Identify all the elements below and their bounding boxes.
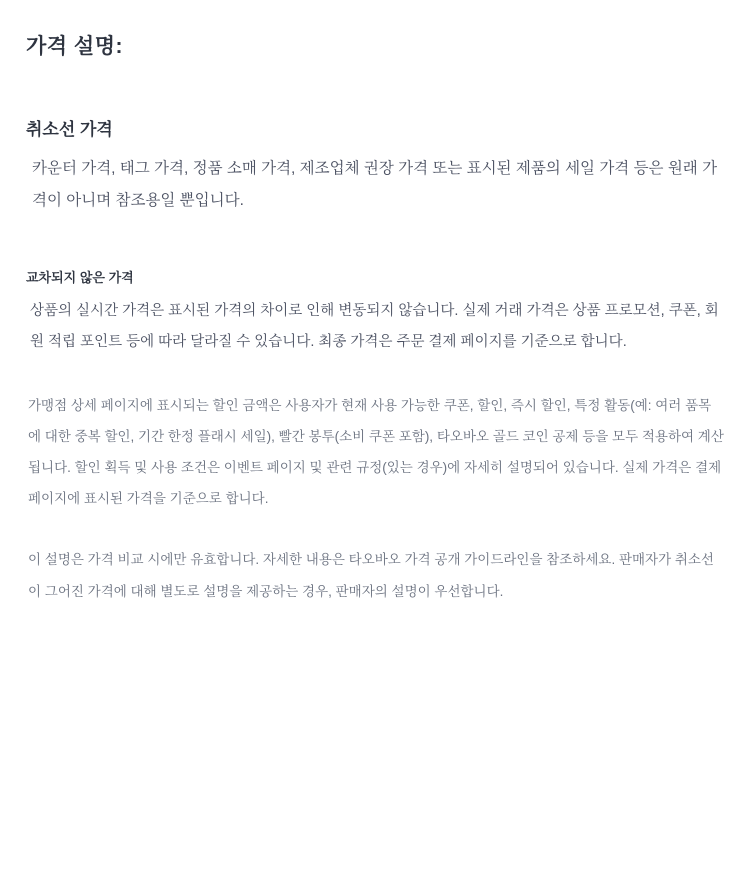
section-non-crossed-price (26, 216, 724, 358)
page-title: 가격 설명: (26, 35, 123, 58)
paragraph-discount-calculation: 가맹점 상세 페이지에 표시되는 할인 금액은 사용자가 현재 사용 가능한 쿠폰, 할인, 즉시 할인, 특정 활동(예: 여러 품목에 대한 중복 할인, 기간 한정 플래시 세일), 빨간 봉투(소비 쿠폰 포함), 타오바오 골드 코인 공제 등을 모두 적용하여 계산됩니다. 할인 획득 및 사용 조건은 이벤트 페이지 및 관련 규정(있는 경우)에 자세히 설명되어 있습니다. 실제 가격은 결제 페이지에 표시된 가격을 기준으로 합니다. (28, 398, 724, 507)
paragraph-disclaimer: 이 설명은 가격 비교 시에만 유효합니다. 자세한 내용은 타오바오 가격 공개 가이드라인을 참조하세요. 판매자가 취소선이 그어진 가격에 대해 별도로 설명을 제공하는 경우, 판매자의 설명이 우선합니다. (28, 552, 714, 600)
section-strikethrough-price (26, 61, 724, 216)
section-heading-strikethrough-price: 취소선 가격 (26, 120, 113, 140)
section-body-non-crossed-price: 상품의 실시간 가격은 표시된 가격의 차이로 인해 변동되지 않습니다. 실제 거래 가격은 상품 프로모션, 쿠폰, 회원 적립 포인트 등에 따라 달라질 수 있습니다. 최종 가격은 주문 결제 페이지를 기준으로 합니다. (30, 302, 719, 351)
section-heading-non-crossed-price: 교차되지 않은 가격 (26, 270, 134, 286)
section-body-strikethrough-price: 카운터 가격, 태그 가격, 정품 소매 가격, 제조업체 권장 가격 또는 표시된 제품의 세일 가격 등은 원래 가격이 아니며 참조용일 뿐입니다. (32, 159, 718, 209)
